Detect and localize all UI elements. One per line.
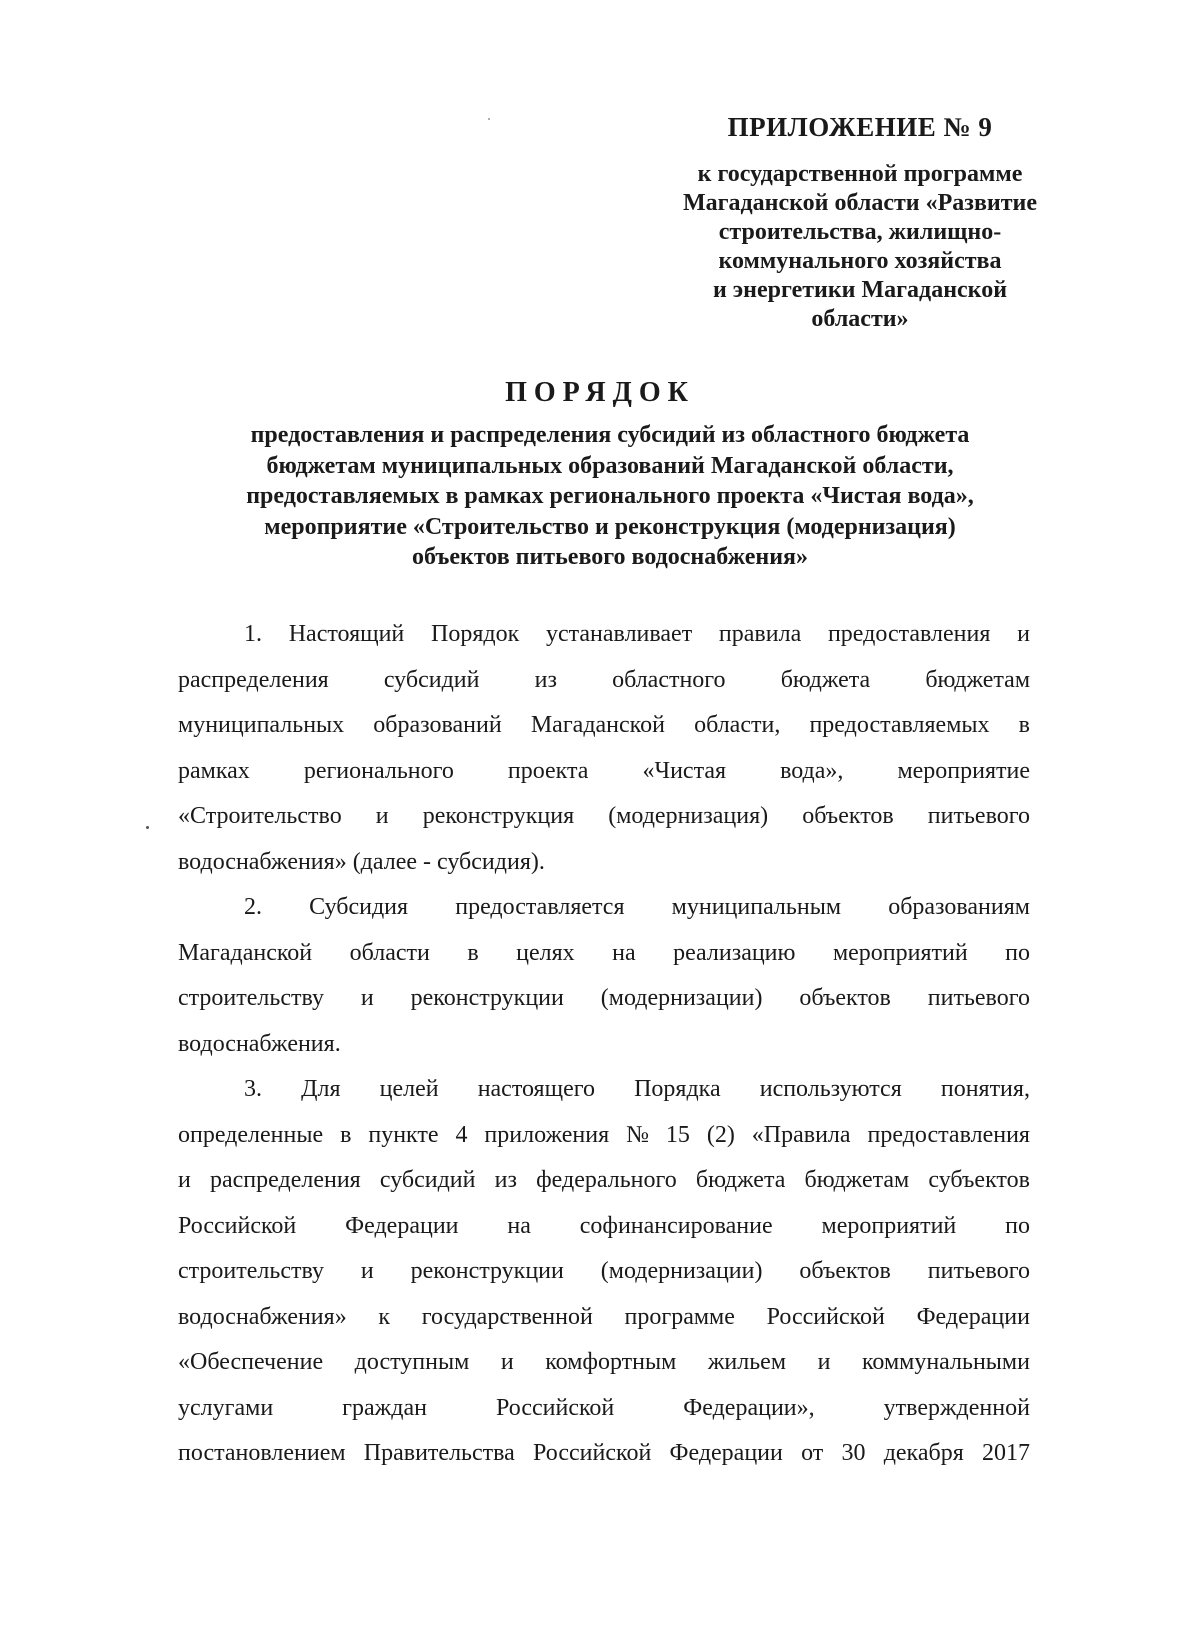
- body-word: объектов: [799, 985, 891, 1011]
- body-word: федерального: [536, 1167, 677, 1193]
- document-body: [178, 612, 1030, 1477]
- body-word: субъектов: [928, 1167, 1030, 1193]
- body-word: государственной: [421, 1303, 593, 1330]
- body-word: проекта: [507, 757, 589, 784]
- body-word: «Чистая: [642, 757, 727, 784]
- body-word: предоставляемых: [809, 712, 990, 738]
- body-word: областного: [612, 666, 726, 693]
- body-line: [178, 749, 1030, 795]
- body-word: 4: [455, 1121, 468, 1148]
- body-line: [178, 1340, 1030, 1386]
- body-word: объектов: [799, 1258, 891, 1284]
- body-word: используются: [759, 1076, 902, 1102]
- body-word: «Правила: [751, 1121, 851, 1148]
- body-word: и: [360, 1258, 374, 1284]
- body-word: Магаданской: [530, 712, 665, 738]
- body-line: [178, 885, 1030, 931]
- body-word: и: [1017, 621, 1030, 647]
- scan-speck: [146, 826, 149, 829]
- body-word: 2.: [244, 894, 262, 920]
- body-word: реконструкция: [422, 803, 575, 829]
- body-word: бюджета: [780, 666, 871, 693]
- body-word: предоставления: [867, 1121, 1030, 1148]
- body-word: на: [507, 1212, 531, 1239]
- body-line: водоснабжения.: [178, 1030, 341, 1057]
- appendix-line: к государственной программе: [697, 161, 1023, 187]
- body-word: Субсидия: [309, 894, 409, 920]
- body-word: граждан: [342, 1394, 427, 1421]
- body-word: программе: [624, 1303, 735, 1330]
- body-word: (модернизации): [600, 985, 763, 1011]
- body-word: «Строительство: [178, 803, 342, 829]
- body-word: муниципальных: [178, 712, 345, 738]
- body-word: регионального: [303, 757, 454, 784]
- body-word: Российской: [533, 1440, 652, 1466]
- body-word: из: [534, 666, 557, 693]
- appendix-line: коммунального хозяйства: [718, 248, 1002, 274]
- body-word: (модернизация): [608, 803, 769, 829]
- subtitle-line: предоставления и распределения субсидий из областного бюджета: [250, 422, 970, 448]
- body-word: субсидий: [383, 666, 480, 693]
- body-line: [178, 1295, 1030, 1341]
- body-word: мероприятие: [897, 757, 1030, 784]
- body-word: 3.: [244, 1076, 262, 1102]
- body-word: целях: [516, 939, 575, 966]
- body-word: в: [340, 1121, 352, 1148]
- body-word: в: [467, 939, 479, 966]
- body-word: коммунальными: [861, 1349, 1030, 1375]
- body-word: устанавливает: [545, 621, 693, 647]
- body-word: (модернизации): [600, 1258, 763, 1284]
- body-word: Федерации: [345, 1212, 459, 1239]
- body-word: 1.: [244, 621, 262, 647]
- body-word: жильем: [707, 1349, 787, 1375]
- appendix-line: области»: [811, 306, 909, 332]
- body-word: Федерации»,: [683, 1394, 815, 1421]
- body-word: «Обеспечение: [178, 1349, 324, 1375]
- document-subtitle: [140, 420, 1080, 573]
- body-word: вода»,: [780, 757, 844, 784]
- appendix-subtitle: [640, 160, 1080, 334]
- body-word: бюджетам: [925, 666, 1030, 693]
- body-word: питьевого: [927, 985, 1030, 1011]
- body-word: определенные: [178, 1121, 324, 1148]
- body-word: распределения: [178, 666, 329, 693]
- body-word: Федерации: [916, 1303, 1030, 1330]
- body-word: области,: [694, 712, 781, 738]
- appendix-line: строительства, жилищно-: [718, 219, 1002, 245]
- body-word: реконструкции: [410, 1258, 564, 1284]
- body-word: Порядок: [431, 621, 520, 647]
- body-word: постановлением: [178, 1440, 346, 1466]
- body-word: питьевого: [927, 1258, 1030, 1284]
- body-word: №: [626, 1121, 649, 1148]
- body-word: услугами: [178, 1394, 274, 1421]
- body-word: (2): [706, 1121, 735, 1148]
- body-word: строительству: [178, 985, 324, 1011]
- body-word: к: [378, 1303, 391, 1330]
- body-word: питьевого: [927, 803, 1030, 829]
- appendix-line: Магаданской области «Развитие: [682, 190, 1037, 216]
- body-word: мероприятий: [821, 1212, 957, 1239]
- body-word: 15: [665, 1121, 690, 1148]
- body-word: водоснабжения»: [178, 1303, 347, 1330]
- body-word: строительству: [178, 1258, 324, 1284]
- body-word: и: [360, 985, 374, 1011]
- body-word: Российской: [178, 1212, 297, 1239]
- body-line: [178, 1113, 1030, 1159]
- body-word: области: [349, 939, 430, 966]
- body-word: правила: [718, 621, 802, 647]
- body-line: [178, 794, 1030, 840]
- body-line: [178, 658, 1030, 704]
- appendix-header: [640, 110, 1080, 334]
- body-line: [178, 1204, 1030, 1250]
- body-word: предоставления: [827, 621, 991, 647]
- body-line: [178, 1158, 1030, 1204]
- body-word: образованиям: [888, 894, 1030, 920]
- body-word: на: [612, 939, 636, 966]
- body-line: [178, 1067, 1030, 1113]
- body-word: и: [817, 1349, 831, 1375]
- body-word: предоставляется: [455, 894, 625, 920]
- document-title: ПОРЯДОК: [505, 377, 695, 408]
- body-word: целей: [379, 1076, 439, 1102]
- body-word: софинансирование: [579, 1212, 773, 1239]
- body-word: объектов: [802, 803, 894, 829]
- body-word: Российской: [766, 1303, 885, 1330]
- body-word: мероприятий: [832, 939, 968, 966]
- body-word: понятия,: [940, 1076, 1030, 1102]
- subtitle-line: объектов питьевого водоснабжения»: [411, 544, 809, 570]
- body-word: настоящего: [477, 1076, 595, 1102]
- body-word: доступным: [354, 1349, 470, 1375]
- body-word: по: [1005, 1212, 1030, 1239]
- appendix-title: ПРИЛОЖЕНИЕ № 9: [727, 112, 993, 142]
- body-line: [178, 1386, 1030, 1432]
- body-word: распределения: [210, 1167, 361, 1193]
- body-word: бюджетам: [804, 1167, 910, 1193]
- body-word: приложения: [484, 1121, 610, 1148]
- body-word: бюджета: [695, 1167, 786, 1193]
- body-word: реализацию: [673, 939, 796, 966]
- body-word: Порядка: [634, 1076, 721, 1102]
- body-word: от: [801, 1440, 824, 1466]
- body-word: реконструкции: [410, 985, 564, 1011]
- body-word: по: [1005, 939, 1030, 966]
- body-word: пункте: [368, 1121, 439, 1148]
- body-word: и: [375, 803, 389, 829]
- body-word: Федерации: [669, 1440, 783, 1466]
- subtitle-line: предоставляемых в рамках регионального проекта «Чистая вода»,: [246, 483, 974, 509]
- subtitle-line: мероприятие «Строительство и реконструкция (модернизация): [264, 513, 956, 540]
- body-word: субсидий: [379, 1167, 476, 1193]
- body-line: [178, 1431, 1030, 1477]
- body-word: декабря: [883, 1440, 964, 1466]
- body-line: [178, 1249, 1030, 1295]
- body-line: водоснабжения» (далее - субсидия).: [178, 848, 545, 875]
- body-word: 2017: [981, 1440, 1030, 1466]
- body-word: Для: [301, 1076, 341, 1102]
- body-line: [178, 931, 1030, 977]
- scan-speck: [488, 118, 490, 120]
- appendix-line: и энергетики Магаданской: [712, 277, 1008, 303]
- body-word: рамках: [178, 757, 250, 784]
- body-word: утвержденной: [883, 1394, 1030, 1421]
- body-word: Магаданской: [178, 939, 313, 966]
- body-word: муниципальным: [671, 894, 842, 920]
- body-word: из: [494, 1167, 517, 1193]
- body-word: и: [500, 1349, 514, 1375]
- body-line: [178, 976, 1030, 1022]
- body-word: Настоящий: [288, 621, 405, 647]
- body-line: [178, 703, 1030, 749]
- body-word: в: [1018, 712, 1030, 738]
- body-word: и: [178, 1167, 191, 1193]
- body-word: образований: [373, 712, 502, 738]
- body-line: [178, 612, 1030, 658]
- body-word: Российской: [495, 1394, 615, 1421]
- body-word: Правительства: [363, 1440, 515, 1466]
- subtitle-line: бюджетам муниципальных образований Магаданской области,: [266, 452, 954, 479]
- body-word: комфортным: [545, 1349, 677, 1375]
- body-word: 30: [841, 1440, 866, 1466]
